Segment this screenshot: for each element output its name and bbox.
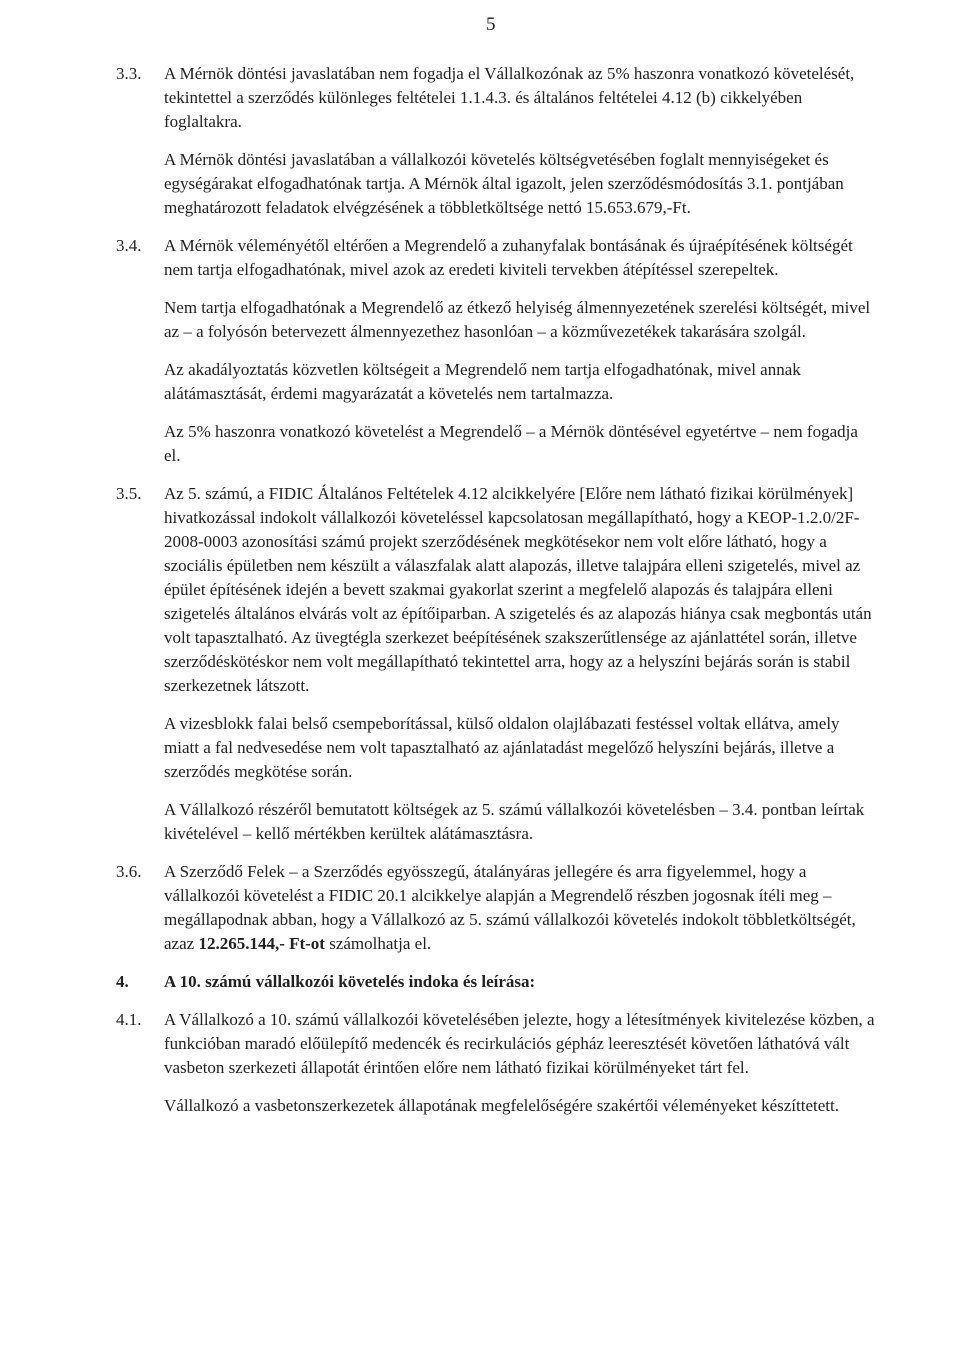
section-4-1 [116, 1008, 876, 1118]
section-number: 4.1. [116, 1010, 142, 1029]
section-number: 3.3. [116, 64, 142, 83]
paragraph: Az 5% haszonra vonatkozó követelést a Megrendelő – a Mérnök döntésével egyetértve – nem fogadja el. [164, 422, 858, 465]
section-body [164, 860, 876, 956]
paragraph: Nem tartja elfogadhatónak a Megrendelő az étkező helyiség álmennyezetének szerelési költségét, mivel az – a folyósón betervezett álmennyezethez hasonlóan – a közművezetékek takarására szolgál. [164, 298, 871, 341]
paragraph: A Mérnök döntési javaslatában nem fogadja el Vállalkozónak az 5% haszonra vonatkozó követelését, tekintettel a szerződés különleges feltételei 1.1.4.3. és általános feltételei 4.12 (b) cikkelyében foglaltakra. [164, 64, 855, 131]
document-body [116, 62, 876, 1118]
section-body [164, 62, 876, 220]
section-3-5 [116, 482, 876, 846]
section-number: 3.4. [116, 236, 142, 255]
paragraph: A Mérnök véleményétől eltérően a Megrendelő a zuhanyfalak bontásának és újraépítésének költségét nem tartja elfogadhatónak, mivel azok az eredeti kiviteli tervekben átépítéssel szerepeltek. [164, 236, 853, 279]
paragraph: Vállalkozó a vasbetonszerkezetek állapotának megfelelőségére szakértői véleményeket készíttetett. [164, 1096, 839, 1115]
section-number: 3.6. [116, 862, 142, 881]
paragraph: A Vállalkozó a 10. számú vállalkozói követelésében jelezte, hogy a létesítmények kivitelezése közben, a funkcióban maradó előülepítő medencék és recirkulációs gépház leeresztését követően láthatóvá vált vasbeton szerkezeti állapotát érintően előre nem látható fizikai körülményeket tárt fel. [164, 1010, 875, 1077]
paragraph-text: A Szerződő Felek – a Szerződés egyösszegű, átalányáras jellegére és arra figyelemmel, hogy a vállalkozói követelést a FIDIC 20.1 alcikkelye alapján a Megrendelő részben jogosnak ítéli meg – megállapodnak abban, hogy a Vállalkozó az 5. számú vállalkozói követelés indokolt többletköltségét, azaz [164, 862, 856, 953]
paragraph [164, 860, 876, 956]
page-number: 5 [486, 14, 496, 35]
amount-bold: 12.265.144,- Ft-ot [198, 934, 325, 953]
paragraph: A Vállalkozó részéről bemutatott költségek az 5. számú vállalkozói követelésben – 3.4. pontban leírtak kivételével – kellő mértékben kerültek alátámasztásra. [164, 800, 865, 843]
section-body [164, 234, 876, 468]
section-3-6 [116, 860, 876, 956]
section-3-3 [116, 62, 876, 220]
paragraph: Az 5. számú, a FIDIC Általános Feltételek 4.12 alcikkelyére [Előre nem látható fizikai körülmények] hivatkozással indokolt vállalkozói követeléssel kapcsolatosan megállapítható, hogy a KEOP-1.2.0/2F-2008-0003 azonosítási számú projekt szerződésének megkötésekor nem volt előre látható, hogy a szociális épületben nem készült a válaszfalak alatt alapozás, illetve talajpára elleni szigetelés, mivel az épület építésének idején a bevett szakmai gyakorlat szerint a megfelelő alapozás és talajpára elleni szigetelés általános elvárás volt az építőiparban. A szigetelés és az alapozás hiánya csak megbontás után volt tapasztalható. Az üvegtégla szerkezet beépítésének szakszerűtlensége az ajánlattétel során, illetve szerződéskötéskor nem volt megállapítható tekintettel arra, hogy az a helyszíni bejárás során is stabil szerkezetnek látszott. [164, 484, 872, 695]
section-body [164, 1008, 876, 1118]
section-body [164, 482, 876, 846]
paragraph: Az akadályoztatás közvetlen költségeit a Megrendelő nem tartja elfogadhatónak, mivel annak alátámasztását, érdemi magyarázatát a követelés nem tartalmazza. [164, 360, 801, 403]
paragraph-text: számolhatja el. [324, 934, 432, 953]
section-title: A 10. számú vállalkozói követelés indoka és leírása: [164, 972, 536, 991]
section-4-heading [116, 970, 876, 994]
section-3-4 [116, 234, 876, 468]
section-number: 4. [116, 972, 129, 991]
paragraph: A Mérnök döntési javaslatában a vállalkozói követelés költségvetésében foglalt mennyiségeket és egységárakat elfogadhatónak tartja. A Mérnök által igazolt, jelen szerződésmódosítás 3.1. pontjában meghatározott feladatok elvégzésének a többletköltsége nettó 15.653.679,-Ft. [164, 150, 844, 217]
section-number: 3.5. [116, 484, 142, 503]
paragraph: A vizesblokk falai belső csempeborítással, külső oldalon olajlábazati festéssel voltak ellátva, amely miatt a fal nedvesedése nem volt tapasztalható az ajánlatadást megelőző helyszíni bejárás, illetve a szerződés megkötése során. [164, 714, 840, 781]
